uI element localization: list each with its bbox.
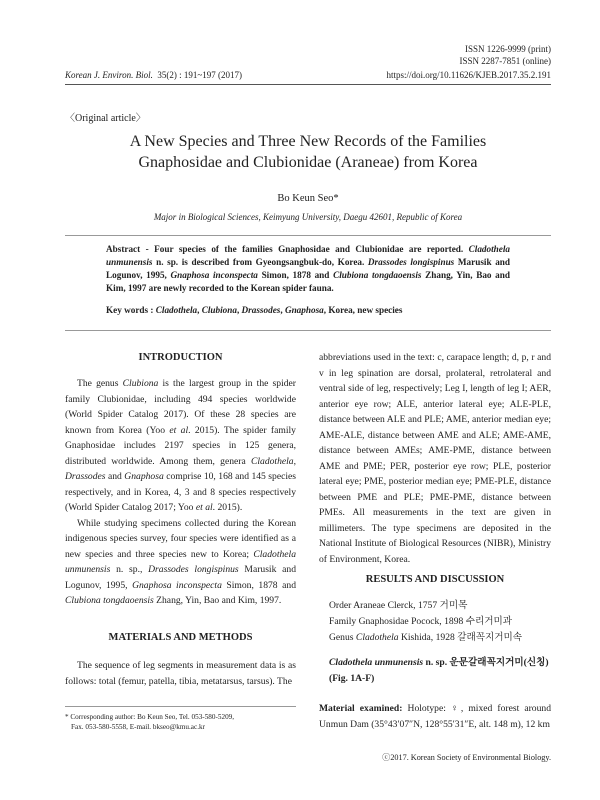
issn-block xyxy=(460,43,552,67)
taxon-genus: Genus Cladothela Kishida, 1928 갈래꼭지거미속 xyxy=(329,632,523,643)
introduction-heading: INTRODUCTION xyxy=(138,352,223,363)
abstract-top-divider xyxy=(65,235,551,236)
methods-paragraph-1: The sequence of leg segments in measurement data is as follows: total (femur, patella, tibia, metatarsus, tarsus). The xyxy=(65,660,296,687)
intro-paragraph-1: The genus Clubiona is the largest group in the spider family Clubionidae, including 494 species worldwide (World Spider Catalog 2017). Of these 28 species are known from Korea (Yoo et al. 2015). The spider family Gnaphosidae includes 2197 species in 125 genera, distributed worldwide. Among them, genera Cladothela, Drassodes and Gnaphosa comprise 10, 168 and 145 species respectively, and in Korea, 4, 3 and 8 species respectively (World Spider Catalog 2017; Yoo et al. 2015). xyxy=(65,378,296,513)
taxon-family: Family Gnaphosidae Pocock, 1898 수리거미과 xyxy=(329,616,513,627)
species-heading: Cladothela unmunensis n. sp. 운문갈래꼭지거미(신칭) (Fig. 1A-F) xyxy=(319,655,561,687)
volume-pages: 35(2) : 191~197 (2017) xyxy=(157,70,242,80)
journal-name: Korean J. Environ. Biol. xyxy=(65,70,153,80)
methods-body xyxy=(65,658,296,689)
abstract: Abstract - Four species of the families Gnaphosidae and Clubionidae are reported. Cladothela unmunensis n. sp. is described from Gyeongsangbuk-do, Korea. Drassodes longispinus Marusik and Logunov, 1995, Gnaphosa inconspecta Simon, 1878 and Clubiona tongdaoensis Zhang, Yin, Bao and Kim, 1997 are newly recorded to the Korean spider fauna. xyxy=(106,244,511,293)
methods-continuation: abbreviations used in the text: c, carapace length; d, p, r and v in leg spination are dorsal, prolateral, retrolateral and ventral side of leg, respectively; Leg I, length of leg I; AER, anterior eye row; ALE, anterior lateral eye; ALE-PLE, distance between ALE and PLE; AME, anterior median eye; AME-ALE, distance between AME and ALE; AME-AME, distance between AMEs; AME-PME, distance between AME and PME; PER, posterior eye row; PLE, posterior lateral eye; PME, posterior median eye; PME-PLE, distance between PME and PLE; PME-PME, distance between PMEs. All measurements in the text are given in millimeters. The type specimens are deposited in the National Institute of Biological Resources (NIBR), Ministry of Environment, Korea. xyxy=(319,352,551,565)
keywords: Key words : Cladothela, Clubiona, Drassodes, Gnaphosa, Korea, new species xyxy=(106,305,403,315)
material-examined: Material examined: Holotype: ♀, mixed forest around Unmun Dam (35°43′07″N, 128°55′31″E, alt. 148 m), 12 km xyxy=(319,703,551,730)
corresponding-author-footnote: * Corresponding author: Bo Keun Seo, Tel. 053-580-5209, Fax. 053-580-5558, E-mail. bkseo@kmu.ac.kr xyxy=(65,713,235,731)
taxon-order: Order Araneae Clerck, 1757 거미목 xyxy=(329,600,468,611)
abstract-bottom-divider xyxy=(65,330,551,331)
doi-link[interactable]: https://doi.org/10.11626/KJEB.2017.35.2.191 xyxy=(386,70,551,80)
methods-heading: MATERIALS AND METHODS xyxy=(108,632,253,643)
issn-online: ISSN 2287-7851 (online) xyxy=(459,56,551,66)
copyright-notice: ⓒ2017. Korean Society of Environmental Biology. xyxy=(382,753,551,762)
issn-print: ISSN 1226-9999 (print) xyxy=(465,44,551,54)
title-line-1: A New Species and Three New Records of the Families xyxy=(129,133,487,150)
author-name: Bo Keun Seo* xyxy=(277,193,339,204)
journal-citation xyxy=(65,70,242,80)
article-type: 〈Original article〉 xyxy=(65,113,146,124)
keywords-label: Key words : xyxy=(106,305,156,315)
material-label: Material examined: xyxy=(319,703,403,714)
figure-reference: (Fig. 1A-F) xyxy=(329,673,375,684)
title-line-2: Gnaphosidae and Clubionidae (Araneae) from Korea xyxy=(138,154,478,171)
article-title xyxy=(65,131,551,173)
abstract-label: Abstract xyxy=(106,244,141,254)
intro-paragraph-2: While studying specimens collected during the Korean indigenous species survey, four species were identified as a new species and three species new to Korea; Cladothela unmunensis n. sp., Drassodes longispinus Marusik and Logunov, 1995, Gnaphosa inconspecta Simon, 1878 and Clubiona tongdaoensis Zhang, Yin, Bao and Kim, 1997. xyxy=(65,517,297,606)
introduction-body xyxy=(65,376,296,609)
results-heading: RESULTS AND DISCUSSION xyxy=(365,574,505,585)
author-affiliation: Major in Biological Sciences, Keimyung University, Daegu 42601, Republic of Korea xyxy=(153,212,463,222)
header-divider xyxy=(65,84,551,85)
footnote-divider xyxy=(65,706,296,707)
taxonomy-block xyxy=(319,598,561,646)
